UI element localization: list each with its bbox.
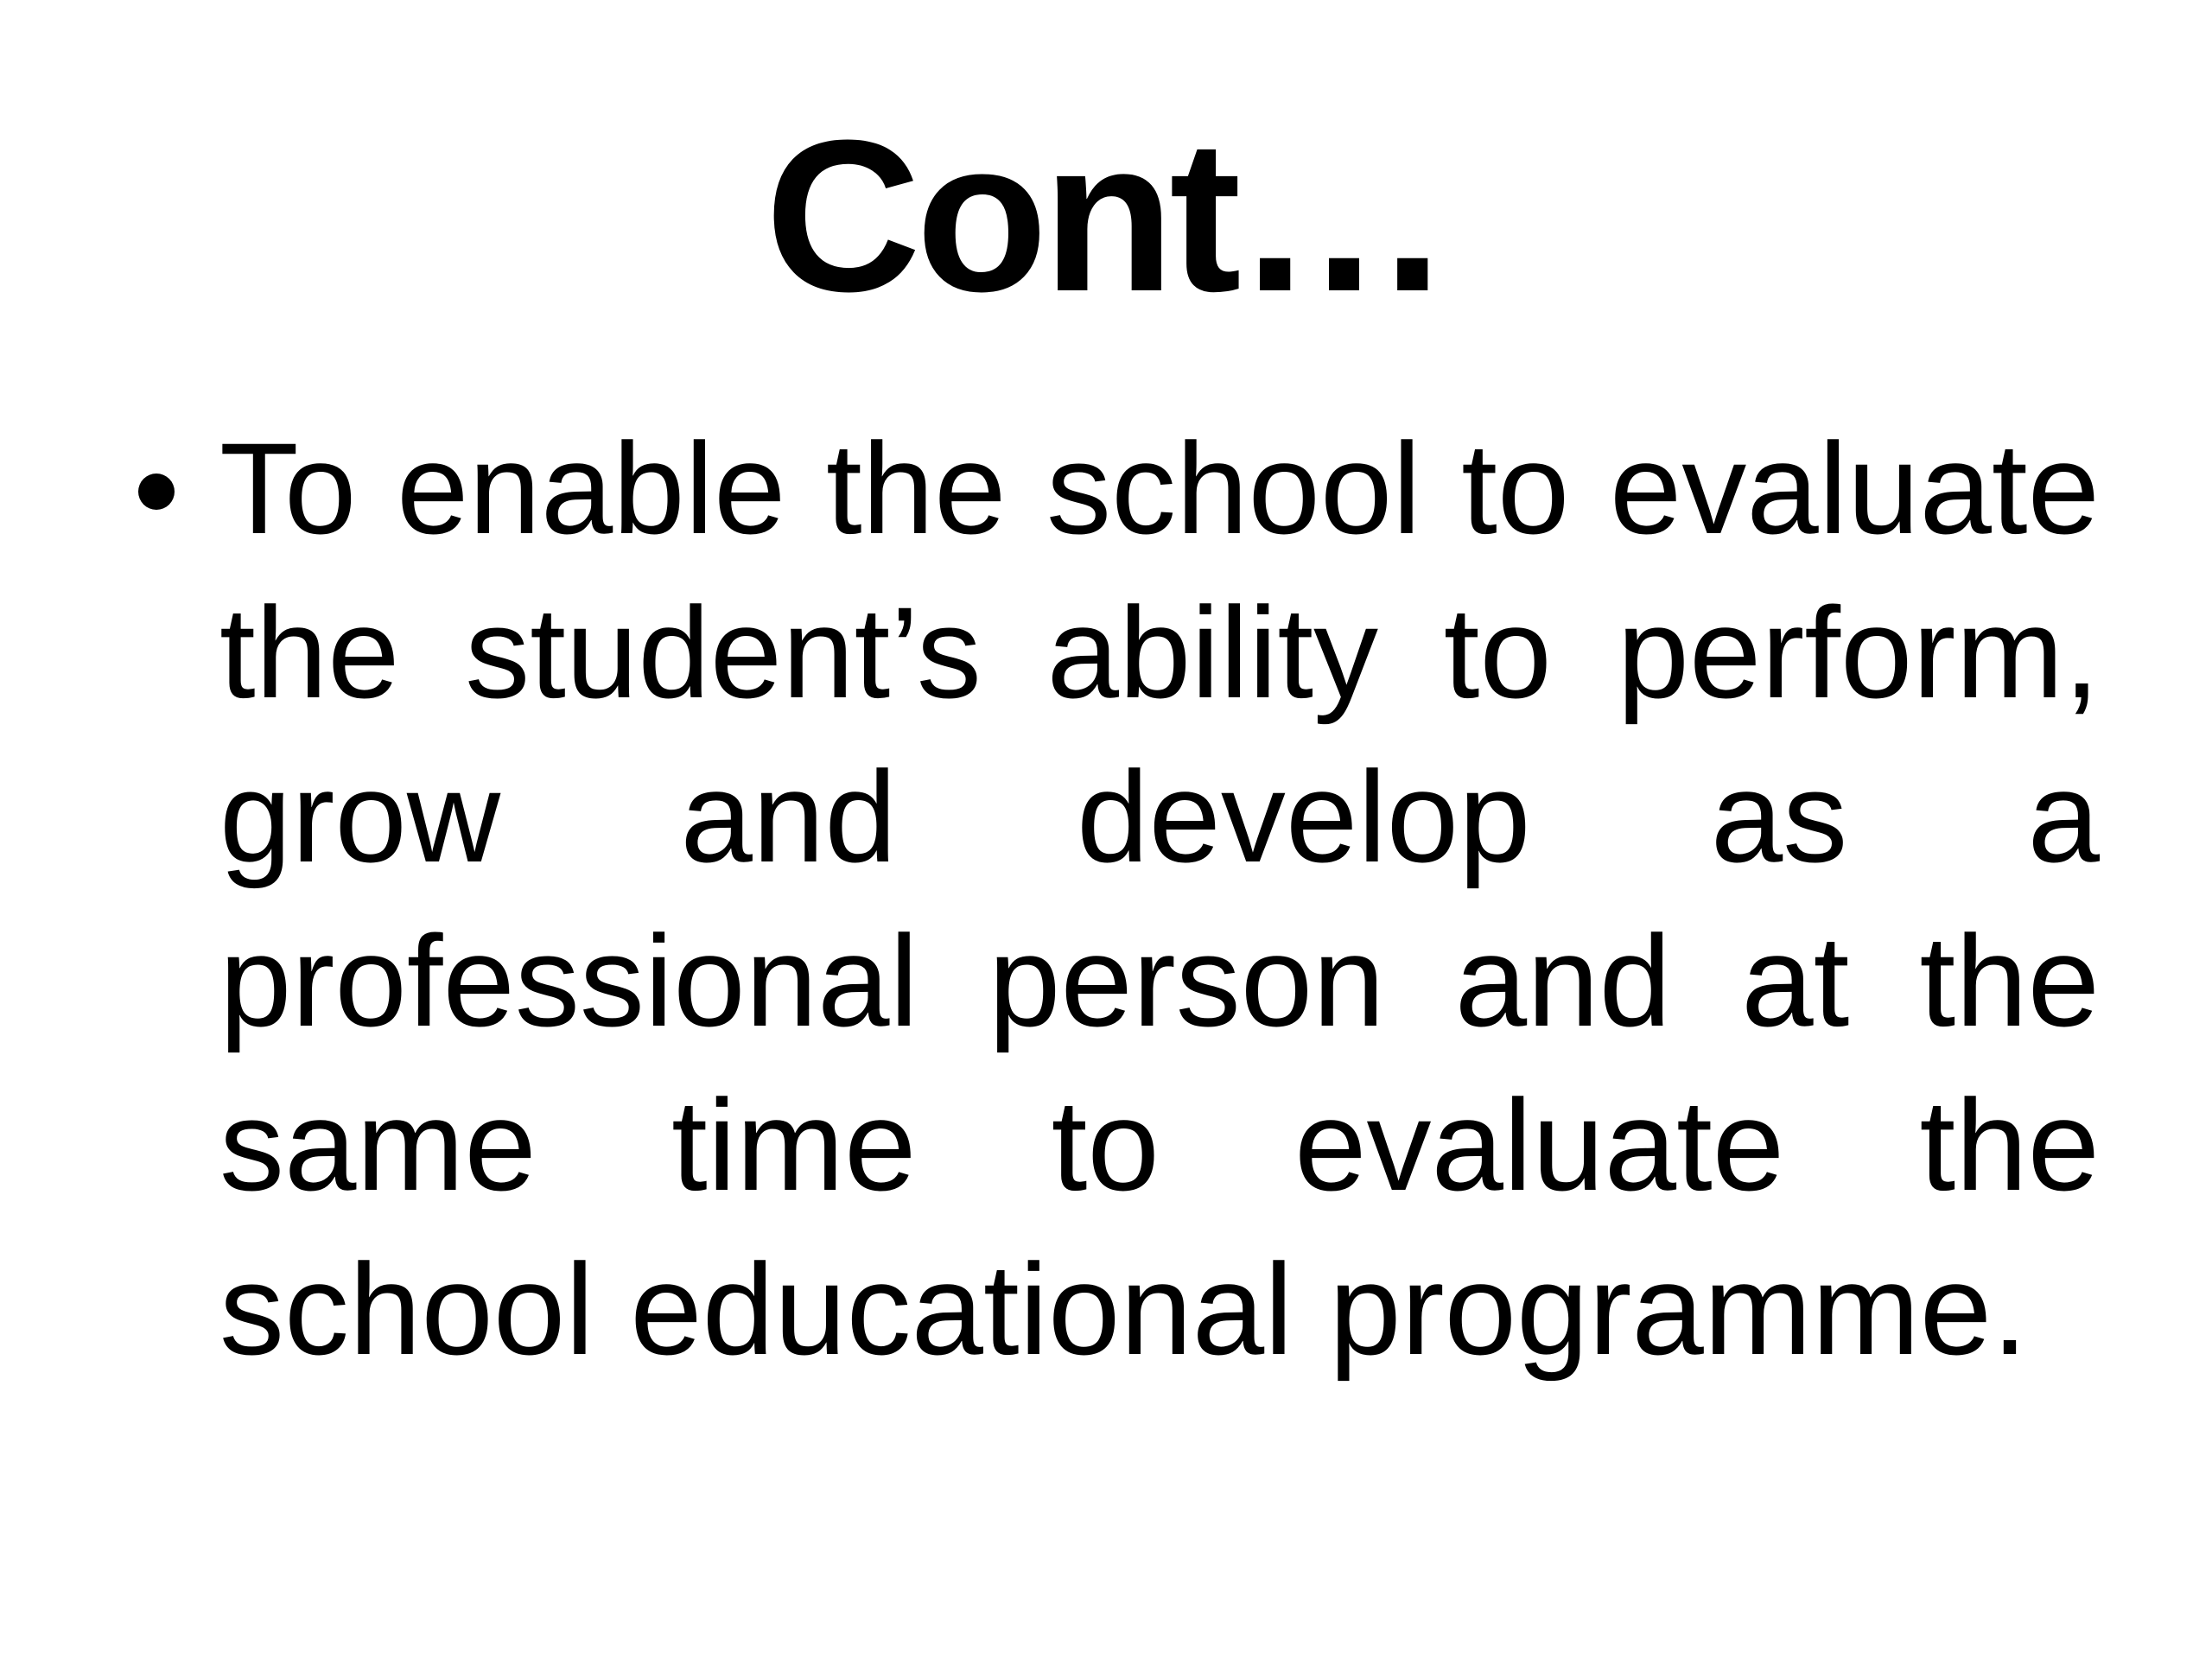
bullet-list (130, 406, 2100, 1391)
slide-title: Cont… (765, 95, 1447, 336)
bullet-dot-icon (138, 474, 175, 510)
bullet-item (130, 406, 2100, 1391)
bullet-text: To enable the school to evaluate the student’s ability to perform, grow and develop as a professional person and at the same time to evaluate the school educational programme. (219, 416, 2100, 1382)
